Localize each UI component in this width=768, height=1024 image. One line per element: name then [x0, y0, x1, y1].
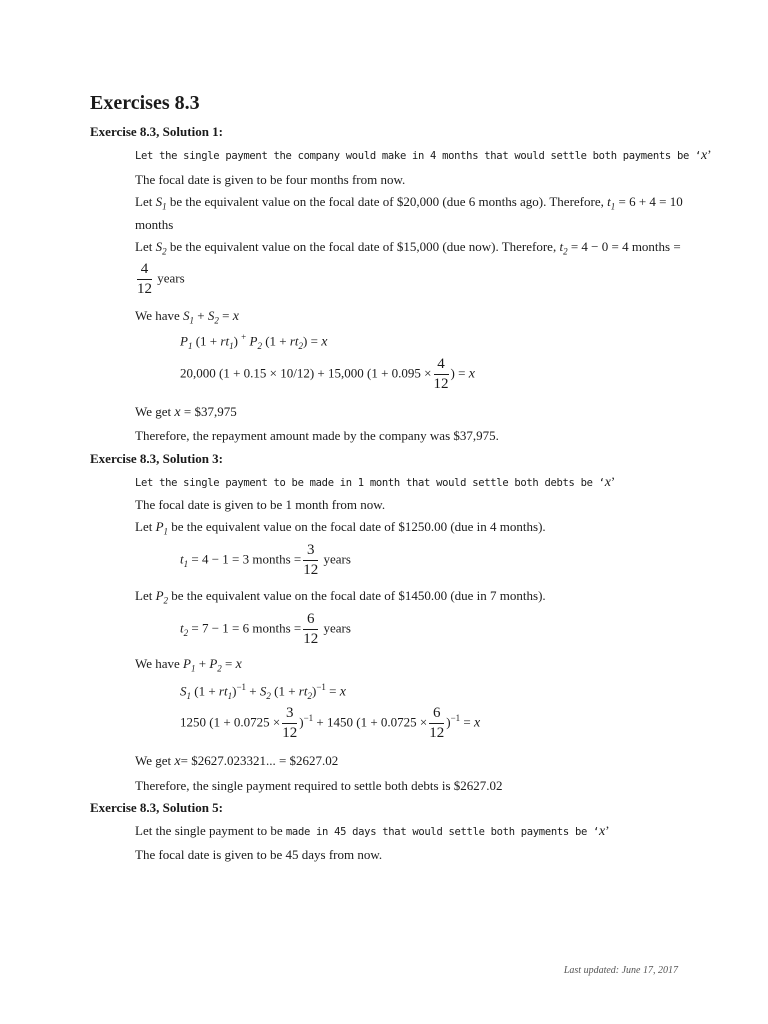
solution-3-conclusion: Therefore, the single payment required to settle both debts is $2627.02 [135, 778, 503, 793]
solution-5-heading: Exercise 8.3, Solution 5: [90, 800, 224, 815]
solution-3-we-have: We have $P_1 + P_2 = x$ [135, 656, 242, 674]
solution-3-t2: $t_2 = 7 - 1 = 6$ months = $\frac{6}{12}$ years [180, 611, 351, 647]
page-title: Exercises 8.3 [90, 92, 200, 114]
solution-1-equation-1: $P_1$ $(1 + rt_1)$ + $P_2$ $(1 + rt_2) = x$ [180, 332, 328, 351]
fraction: $\frac{3}{12}$ [303, 542, 319, 578]
solution-1-conclusion: Therefore, the repayment amount made by the company was $37,975. [135, 428, 499, 443]
footer-last-updated: Last updated: June 17, 2017 [563, 965, 678, 976]
solution-1-line-5: Let $S_2$ be the equivalent value on the focal date of $15,000 (due now). Therefore, $t_2 = 4 - 0 = 4$ months = [135, 239, 681, 257]
solution-1-heading: Exercise 8.3, Solution 1: [90, 124, 224, 139]
solution-3-line-3: Let $P_1$ be the equivalent value on the focal date of $1250.00 (due in 4 months). [135, 519, 546, 537]
solution-1-line-4: months [135, 217, 174, 232]
solution-3-t1: $t_1 = 4 - 1 = 3$ months = $\frac{3}{12}$ years [180, 542, 351, 578]
solution-3-equation-1: $S_1$ $(1 + rt_1)^{-1} + S_2$ $(1 + rt_2)^{-1} = x$ [180, 682, 346, 701]
fraction: $\frac{6}{12}$ [303, 611, 319, 647]
solution-1-line-3: Let $S_1$ be the equivalent value on the focal date of $20,000 (due 6 months ago). Therefore, $t_1 = 6 + 4 = 10$ [135, 194, 683, 212]
fraction: $\frac{3}{12}$ [282, 705, 298, 741]
solution-5-line-2: The focal date is given to be 45 days from now. [135, 847, 383, 862]
solution-1-equation-2: 20,000 (1 + 0.15 × 10/12) + 15,000 (1 + 0.095 × $\frac{4}{12}$ ) = x [180, 356, 475, 392]
fraction: $\frac{4}{12}$ [137, 261, 152, 297]
solution-3-equation-2: 1250 (1 + 0.0725 × $\frac{3}{12}$ )$^{-1}$ + 1450 (1 + 0.0725 × $\frac{6}{12}$ )$^{-1}$ = x [180, 705, 481, 741]
solution-3-heading: Exercise 8.3, Solution 3: [90, 451, 224, 466]
solution-1-result: We get x = $37,975 [135, 404, 237, 420]
solution-3-result: We get x= $2627.023321... = $2627.02 [135, 753, 339, 769]
fraction: $\frac{4}{12}$ [433, 356, 449, 392]
solution-5-line-1: Let the single payment to be made in 45 days that would settle both payments be ‘x’ [135, 823, 610, 839]
solution-3-line-1: Let the single payment to be made in 1 month that would settle both debts be ‘x’ [135, 474, 616, 490]
solution-3-line-4: Let $P_2$ be the equivalent value on the focal date of $1450.00 (due in 7 months). [135, 588, 546, 606]
solution-1-line-2: The focal date is given to be four months from now. [135, 172, 406, 187]
solution-3-line-2: The focal date is given to be 1 month from now. [135, 497, 386, 512]
solution-1-years-fraction: $\frac{4}{12}$ years [137, 261, 185, 297]
fraction: $\frac{6}{12}$ [429, 705, 445, 741]
solution-1-line-1: Let the single payment the company would make in 4 months that would settle both payments be ‘x’ [135, 147, 712, 163]
solution-1-we-have: We have $S_1 + S_2 = x$ [135, 308, 239, 326]
